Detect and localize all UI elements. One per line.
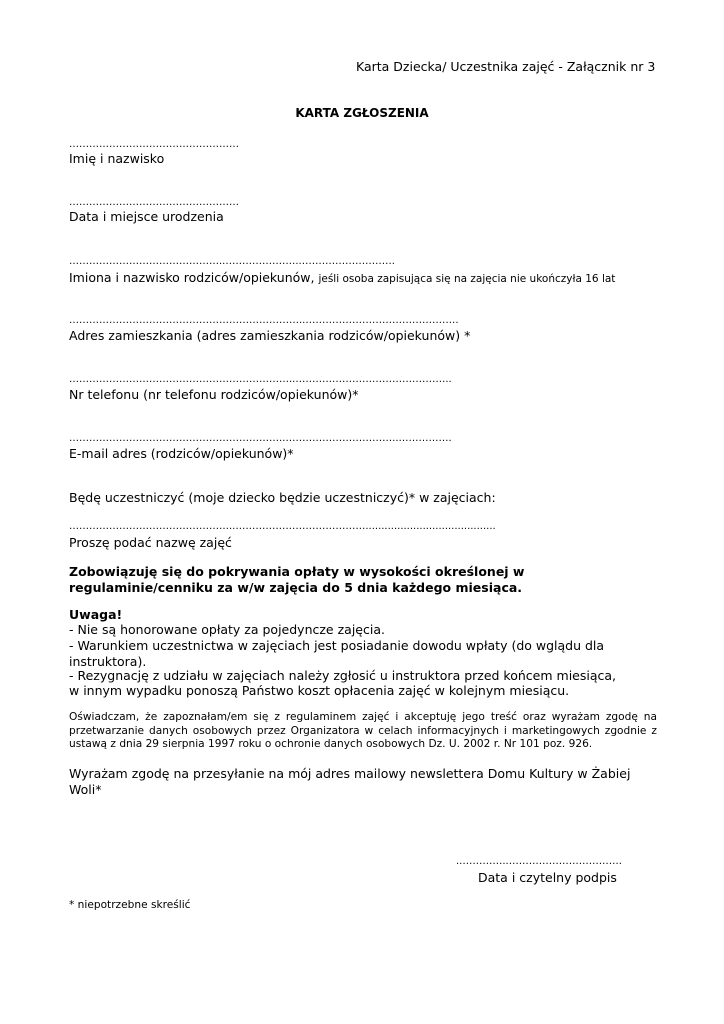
parents-label-text: Imiona i nazwisko rodziców/opiekunów, (69, 270, 319, 285)
address-field-line[interactable]: ……………………………………………………………..………………………………………. (69, 315, 459, 326)
footnote: * niepotrzebne skreślić (69, 899, 191, 911)
phone-field-line[interactable]: …………………………………………………………..……………………………………….. (69, 374, 452, 385)
birth-field-line[interactable]: …………………………………………… (69, 197, 239, 208)
data-consent-statement: Oświadczam, że zapoznałam/em się z regulaminem zajęć i akceptuję jego treść oraz wyrażam zgodę na przetwarzanie danych osobowych przez Organizatora w celach informacyjnych i marketingowych zgodnie z ustawą z dnia 29 sierpnia 1997 roku o ochronie danych osobowych Dz. U. 2002 r. Nr 101 poz. 926. (69, 711, 657, 750)
birth-field-label: Data i miejsce urodzenia (69, 209, 224, 224)
parents-field-line[interactable]: ………………………………………..…………………..………………………. (69, 256, 395, 267)
form-title: KARTA ZGŁOSZENIA (295, 106, 429, 120)
signature-label: Data i czytelny podpis (478, 870, 617, 885)
notice-heading: Uwaga! (69, 607, 123, 622)
parents-field-label (69, 270, 615, 285)
notice-line-3: - Rezygnację z udziału w zajęciach należy zgłosić u instruktora przed końcem miesiąca, (69, 668, 617, 683)
email-field-line[interactable]: ……………………………………………………….……………………………..……………. (69, 433, 452, 444)
name-field-label: Imię i nazwisko (69, 151, 165, 166)
notice-line-2: - Warunkiem uczestnictwa w zajęciach jest posiadanie dowodu wpłaty (do wglądu dla instruktora). (69, 638, 605, 669)
notice-line-1: - Nie są honorowane opłaty za pojedyncze zajęcia. (69, 622, 385, 637)
payment-commitment: Zobowiązuję się do pokrywania opłaty w wysokości określonej w regulaminie/cenniku za w/w zajęcia do 5 dnia każdego miesiąca. (69, 564, 525, 595)
newsletter-consent: Wyrażam zgodę na przesyłanie na mój adres mailowy newslettera Domu Kultury w Żabiej Woli* (69, 766, 631, 797)
notice-line-4: w innym wypadku ponoszą Państwo koszt opłacenia zajęć w kolejnym miesiącu. (69, 683, 570, 698)
participation-label: Będę uczestniczyć (moje dziecko będzie uczestniczyć)* w zajęciach: (69, 490, 496, 505)
attachment-label: Karta Dziecka/ Uczestnika zajęć - Załącznik nr 3 (356, 59, 656, 74)
email-field-label: E-mail adres (rodziców/opiekunów)* (69, 446, 294, 461)
signature-line[interactable]: ..…………..……………………………. (456, 856, 622, 867)
parents-age-note: jeśli osoba zapisująca się na zajęcia nie ukończyła 16 lat (318, 273, 616, 285)
class-field-label: Proszę podać nazwę zajęć (69, 535, 232, 550)
name-field-line[interactable]: …………………………………………… (69, 139, 239, 150)
phone-field-label: Nr telefonu (nr telefonu rodziców/opiekunów)* (69, 387, 359, 402)
address-field-label: Adres zamieszkania (adres zamieszkania rodziców/opiekunów) * (69, 328, 471, 343)
class-field-line[interactable]: …………………………………………..…………………………………......................................... (69, 521, 496, 532)
